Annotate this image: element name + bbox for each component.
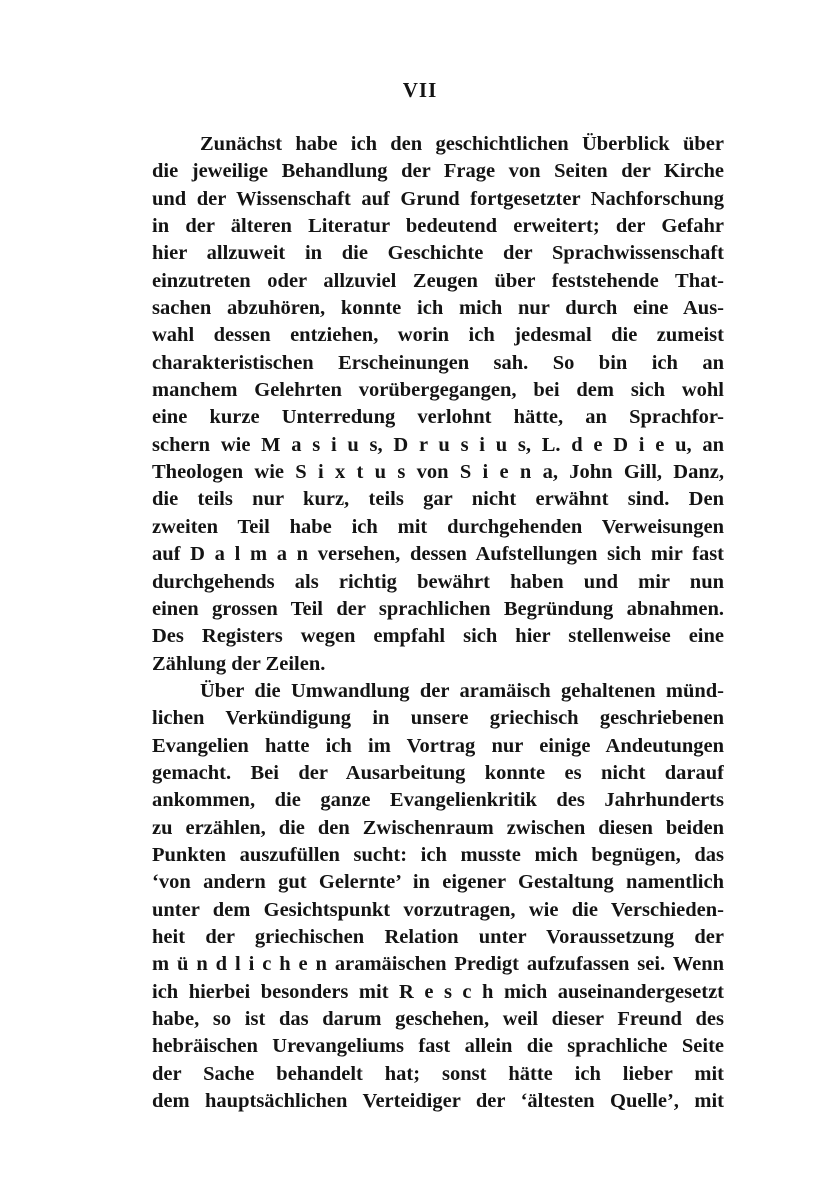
text-line: Punkten auszufüllen sucht: ich musste mich begnügen, das	[152, 843, 724, 866]
text-line: eine kurze Unterredung verlohnt hätte, an Sprachfor-	[152, 406, 724, 429]
text-line: Über die Umwandlung der aramäisch gehaltenen münd-	[200, 679, 724, 702]
text-line: die teils nur kurz, teils gar nicht erwähnt sind. Den	[152, 488, 724, 511]
text-line: ich hierbei besonders mit R e s c h mich auseinandergesetzt	[152, 980, 724, 1003]
text-line: schern wie M a s i u s, D r u s i u s, L. d e D i e u, an	[152, 433, 724, 456]
text-line: die jeweilige Behandlung der Frage von Seiten der Kirche	[152, 160, 724, 183]
text-line: Zunächst habe ich den geschichtlichen Überblick über	[200, 133, 724, 155]
text-line: Evangelien hatte ich im Vortrag nur einige Andeutungen	[152, 734, 724, 757]
paragraph	[152, 678, 724, 1116]
text-line: wahl dessen entziehen, worin ich jedesmal die zumeist	[152, 324, 724, 347]
text-line: habe, so ist das darum geschehen, weil dieser Freund des	[152, 1008, 724, 1030]
text-line: charakteristischen Erscheinungen sah. So bin ich an	[152, 351, 724, 374]
text-line: ankommen, die ganze Evangelienkritik des Jahrhunderts	[152, 789, 724, 812]
text-line: zweiten Teil habe ich mit durchgehenden Verweisungen	[152, 515, 724, 538]
text-line: einen grossen Teil der sprachlichen Begründung abnahmen.	[152, 597, 724, 620]
text-line: auf D a l m a n versehen, dessen Aufstellungen sich mir fast	[152, 543, 724, 566]
text-line: hier allzuweit in die Geschichte der Sprachwissenschaft	[152, 242, 724, 265]
paragraph	[152, 131, 724, 678]
text-line: einzutreten oder allzuviel Zeugen über feststehende That-	[152, 269, 724, 292]
text-line: sachen abzuhören, konnte ich mich nur durch eine Aus-	[152, 297, 724, 320]
page-number: VII	[402, 78, 438, 102]
text-line: unter dem Gesichtspunkt vorzutragen, wie die Verschieden-	[152, 898, 724, 921]
text-line: und der Wissenschaft auf Grund fortgesetzter Nachforschung	[152, 187, 724, 210]
text-line: Zählung der Zeilen.	[152, 652, 326, 675]
text-line: dem hauptsächlichen Verteidiger der ‘ältesten Quelle’, mit	[152, 1090, 724, 1113]
text-line: durchgehends als richtig bewährt haben und mir nun	[152, 570, 724, 593]
text-line: Theologen wie S i x t u s von S i e n a, John Gill, Danz,	[152, 461, 724, 484]
body-text	[152, 131, 724, 1115]
text-line: manchem Gelehrten vorübergegangen, bei dem sich wohl	[152, 379, 724, 402]
text-line: in der älteren Literatur bedeutend erweitert; der Gefahr	[152, 215, 724, 238]
text-line: heit der griechischen Relation unter Voraussetzung der	[152, 925, 724, 948]
text-line: m ü n d l i c h e n aramäischen Predigt aufzufassen sei. Wenn	[152, 953, 724, 976]
text-line: zu erzählen, die den Zwischenraum zwischen diesen beiden	[152, 816, 724, 839]
text-line: lichen Verkündigung in unsere griechisch geschriebenen	[152, 707, 724, 730]
text-line: gemacht. Bei der Ausarbeitung konnte es nicht darauf	[152, 761, 724, 784]
text-line: der Sache behandelt hat; sonst hätte ich lieber mit	[152, 1062, 724, 1085]
text-line: Des Registers wegen empfahl sich hier stellenweise eine	[152, 625, 724, 648]
text-line: ‘von andern gut Gelernte’ in eigener Gestaltung namentlich	[152, 871, 724, 894]
text-line: hebräischen Urevangeliums fast allein die sprachliche Seite	[152, 1035, 724, 1058]
